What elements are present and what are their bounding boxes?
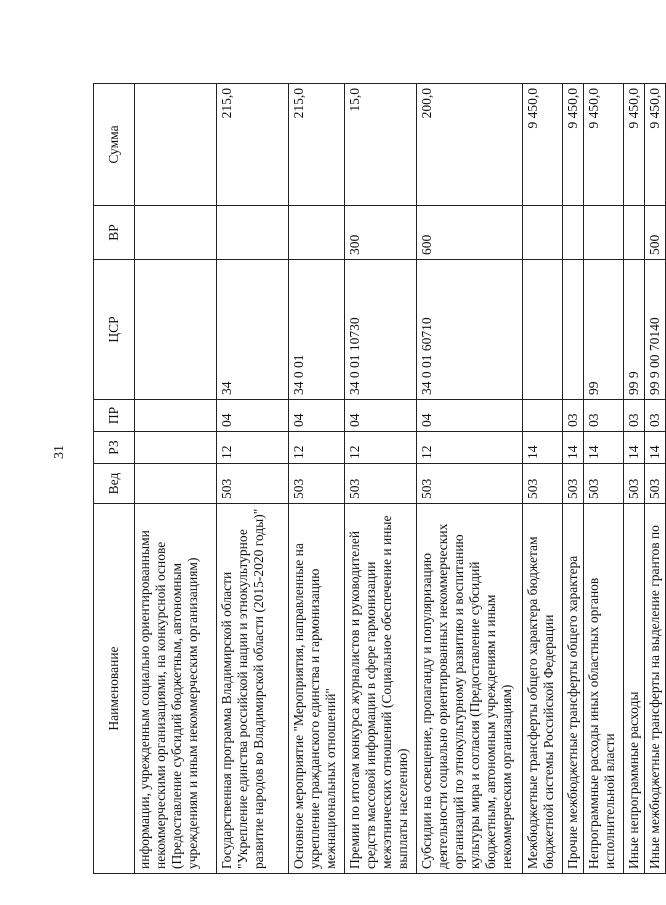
cell-csr: 99 9 00 70140 xyxy=(645,260,666,400)
cell-csr: 34 0 01 60710 xyxy=(417,260,523,400)
table-row xyxy=(289,84,345,874)
column-header-vr: ВР xyxy=(94,206,135,260)
cell-rz: 14 xyxy=(563,432,584,464)
cell-ved: 503 xyxy=(345,464,417,504)
cell-csr xyxy=(523,260,563,400)
table-row xyxy=(645,84,666,874)
table-row xyxy=(624,84,645,874)
cell-vr: 500 xyxy=(645,206,666,260)
cell-pr: 03 xyxy=(624,400,645,432)
cell-csr xyxy=(563,260,584,400)
cell-name: Премии по итогам конкурса журналистов и руководителей средств массовой информации в сфере гармонизации межэтнических отношений (Социальное обеспечение и иные выплаты населению) xyxy=(345,504,417,874)
table-row xyxy=(135,84,217,874)
cell-sum: 9 450,0 xyxy=(563,84,584,206)
cell-vr xyxy=(217,206,289,260)
cell-ved: 503 xyxy=(563,464,584,504)
cell-rz xyxy=(135,432,217,464)
column-header-sum: Сумма xyxy=(94,84,135,206)
cell-csr: 99 xyxy=(584,260,624,400)
cell-vr xyxy=(563,206,584,260)
cell-vr xyxy=(584,206,624,260)
cell-rz: 12 xyxy=(417,432,523,464)
cell-ved: 503 xyxy=(417,464,523,504)
cell-rz: 14 xyxy=(584,432,624,464)
cell-vr: 300 xyxy=(345,206,417,260)
cell-csr: 34 0 01 10730 xyxy=(345,260,417,400)
budget-table xyxy=(93,83,666,874)
table-row xyxy=(217,84,289,874)
column-header-name: Наименование xyxy=(94,504,135,874)
cell-pr: 03 xyxy=(563,400,584,432)
cell-pr: 04 xyxy=(345,400,417,432)
cell-rz: 12 xyxy=(217,432,289,464)
cell-rz: 12 xyxy=(289,432,345,464)
cell-sum: 9 450,0 xyxy=(645,84,666,206)
cell-name: Субсидии на освещение, пропаганду и популяризацию деятельности социально ориентированных некоммерческих организаций по этнокультурному развитию и воспитанию культуры мира и согласия (Предоставление субсидий бюджетным, автономным учреждениям и иным некоммерческим организациям) xyxy=(417,504,523,874)
column-header-rz: РЗ xyxy=(94,432,135,464)
cell-vr xyxy=(624,206,645,260)
cell-sum: 215,0 xyxy=(217,84,289,206)
cell-rz: 14 xyxy=(645,432,666,464)
cell-name: Непрограммные расходы иных областных органов исполнительной власти xyxy=(584,504,624,874)
cell-sum: 9 450,0 xyxy=(584,84,624,206)
table-row xyxy=(523,84,563,874)
column-header-csr: ЦСР xyxy=(94,260,135,400)
table-row xyxy=(345,84,417,874)
cell-sum: 215,0 xyxy=(289,84,345,206)
cell-ved: 503 xyxy=(523,464,563,504)
cell-ved: 503 xyxy=(584,464,624,504)
cell-pr: 04 xyxy=(417,400,523,432)
cell-ved: 503 xyxy=(289,464,345,504)
table-row xyxy=(584,84,624,874)
cell-vr: 600 xyxy=(417,206,523,260)
cell-pr: 03 xyxy=(645,400,666,432)
cell-sum: 9 450,0 xyxy=(523,84,563,206)
cell-ved xyxy=(135,464,217,504)
cell-csr: 99 9 xyxy=(624,260,645,400)
cell-rz: 14 xyxy=(523,432,563,464)
cell-ved: 503 xyxy=(217,464,289,504)
cell-rz: 14 xyxy=(624,432,645,464)
cell-csr xyxy=(135,260,217,400)
cell-pr: 04 xyxy=(217,400,289,432)
cell-ved: 503 xyxy=(645,464,666,504)
cell-sum: 200,0 xyxy=(417,84,523,206)
cell-pr xyxy=(135,400,217,432)
page-number: 31 xyxy=(52,445,67,459)
cell-name: информации, учрежденным социально ориентированными некоммерческими организациями, на конкурсной основе (Предоставление субсидий бюджетным, автономным учреждениям и иным некоммерческим организациям) xyxy=(135,504,217,874)
budget-table-container xyxy=(93,84,662,874)
cell-name: Государственная программа Владимирской области "Укрепление единства российской нации и этнокультурное развитие народов во Владимирской области (2015-2020 годы)" xyxy=(217,504,289,874)
column-header-pr: ПР xyxy=(94,400,135,432)
cell-sum xyxy=(135,84,217,206)
cell-csr: 34 xyxy=(217,260,289,400)
cell-name: Основное мероприятие "Мероприятия, направленные на укрепление гражданского единства и гармонизацию межнациональных отношений" xyxy=(289,504,345,874)
cell-name: Межбюджетные трансферты общего характера бюджетам бюджетной системы Российской Федерации xyxy=(523,504,563,874)
cell-name: Иные межбюджетные трансферты на выделение грантов по xyxy=(645,504,666,874)
cell-pr xyxy=(523,400,563,432)
cell-name: Прочие межбюджетные трансферты общего характера xyxy=(563,504,584,874)
cell-pr: 04 xyxy=(289,400,345,432)
cell-ved: 503 xyxy=(624,464,645,504)
table-row xyxy=(417,84,523,874)
cell-sum: 9 450,0 xyxy=(624,84,645,206)
cell-csr: 34 0 01 xyxy=(289,260,345,400)
cell-rz: 12 xyxy=(345,432,417,464)
table-header-row xyxy=(94,84,135,874)
cell-sum: 15,0 xyxy=(345,84,417,206)
cell-vr xyxy=(523,206,563,260)
cell-vr xyxy=(135,206,217,260)
cell-name: Иные непрограммные расходы xyxy=(624,504,645,874)
cell-pr: 03 xyxy=(584,400,624,432)
cell-vr xyxy=(289,206,345,260)
table-row xyxy=(563,84,584,874)
column-header-ved: Вед xyxy=(94,464,135,504)
